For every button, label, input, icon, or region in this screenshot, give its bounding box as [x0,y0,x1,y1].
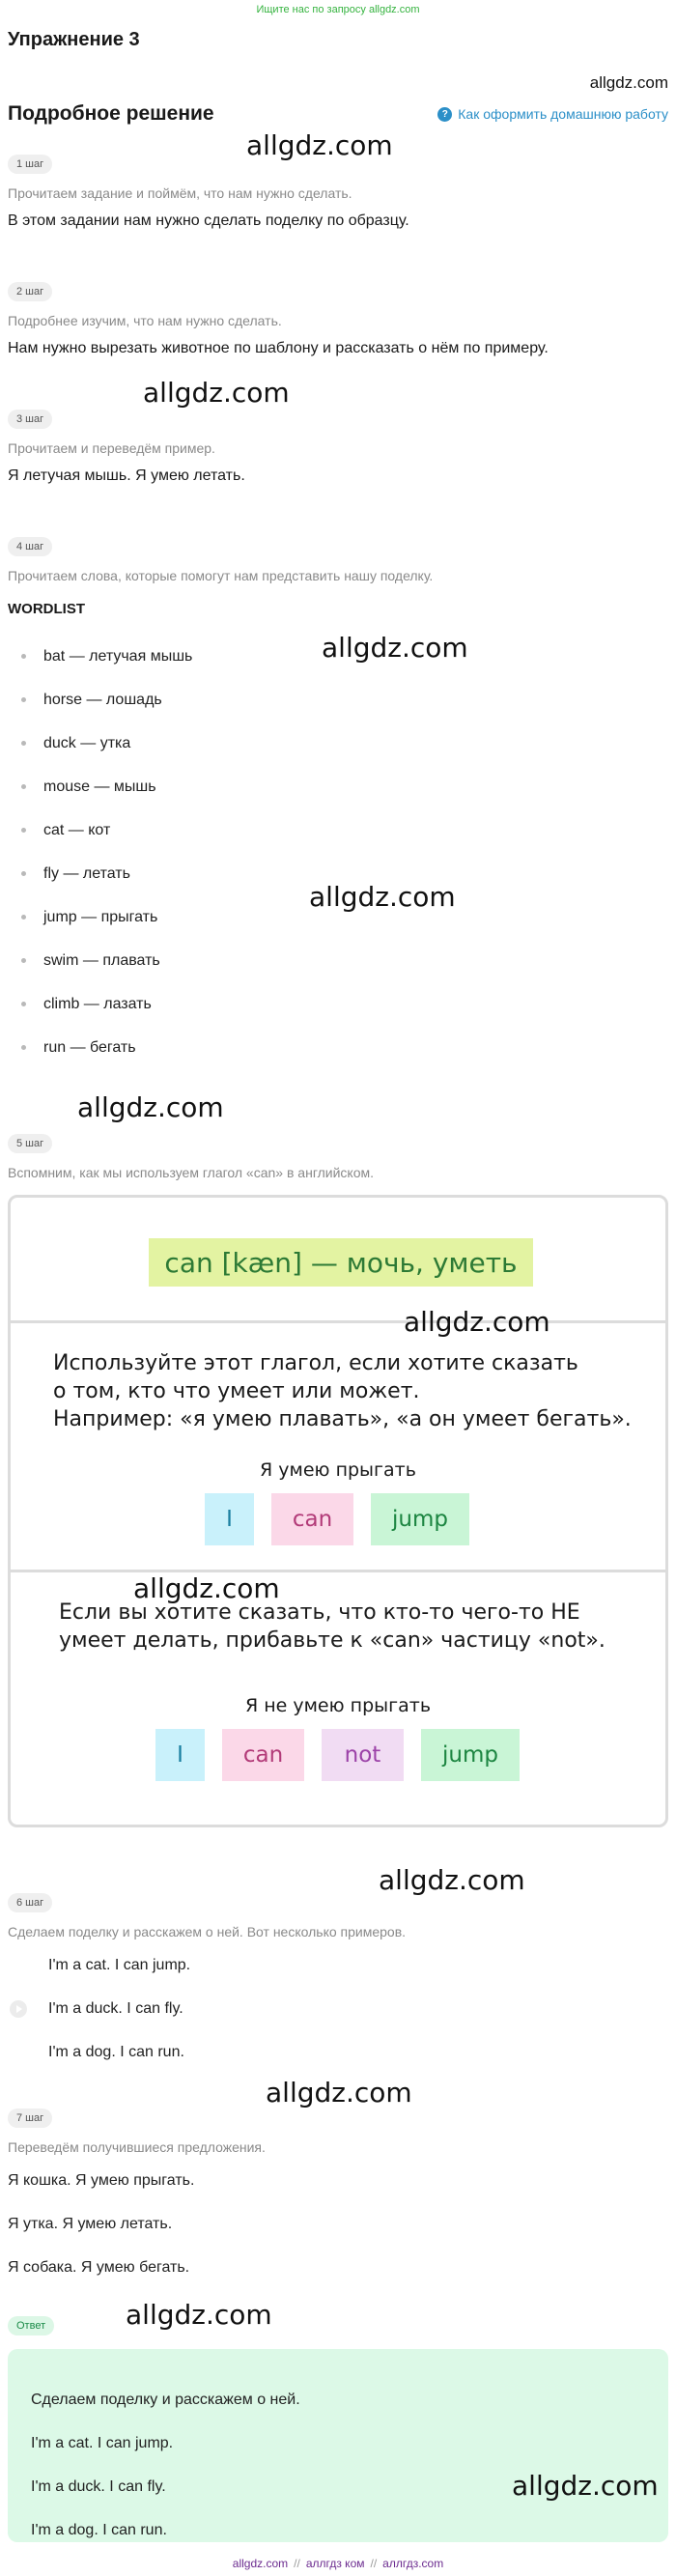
exercise-title: Упражнение 3 [8,29,140,50]
watermark: allgdz.com [404,1306,550,1338]
step-badge: 3 шаг [8,410,52,429]
howto-link[interactable] [437,106,668,122]
usage-text: Используйте этот глагол, если хотите сказать о том, кто что умеет или может. Например: «я умею плавать», «а он умеет бегать». [53,1351,632,1431]
step-hint: Вспомним, как мы используем глагол «can» в английском. [8,1165,375,1180]
bullet-icon [21,1002,26,1006]
step-3 [8,410,668,485]
example1-caption: Я умею прыгать [260,1459,416,1481]
answer-line: I'm a cat. I can jump. [31,2434,174,2451]
answer-line: I'm a dog. I can run. [31,2521,167,2538]
answer-box [8,2349,668,2542]
howto-link-label: Как оформить домашнюю работу [458,106,668,122]
step-badge: 4 шаг [8,537,52,556]
watermark: allgdz.com [133,1572,280,1604]
step-5 [8,1134,668,1180]
bullet-icon [21,871,26,876]
step-4 [8,537,668,1069]
list-item: Я собака. Я умею бегать. [8,2258,190,2276]
step-badge: 2 шаг [8,282,52,301]
step-1 [8,155,668,230]
list-item: I'm a duck. I can fly. [8,1987,668,2030]
step-text: Я летучая мышь. Я умею летать. [8,467,245,484]
bullet-icon [21,1045,26,1050]
bullet-icon [21,784,26,789]
step-badge: 6 шаг [8,1893,52,1912]
list-item: Я утка. Я умею летать. [8,2215,173,2232]
bullet-icon [21,654,26,659]
bullet-icon [21,958,26,963]
word-chip: jump [371,1493,469,1545]
can-rule-card [8,1195,668,1827]
divider [11,1570,665,1572]
question-icon: ? [437,107,452,122]
list-item: Я кошка. Я умею прыгать. [8,2171,195,2189]
watermark: allgdz.com [589,73,668,92]
watermark: allgdz.com [322,632,468,664]
watermark: allgdz.com [246,129,393,161]
list-item: duck — утка [8,722,668,765]
bullet-icon [21,741,26,746]
word-chip: can [222,1729,304,1781]
list-item: swim — плавать [8,939,668,982]
watermark: allgdz.com [77,1091,224,1123]
footer-link[interactable]: аллгдз.com [382,2557,444,2570]
list-item: fly — летать [8,852,668,895]
watermark: allgdz.com [309,881,456,913]
bullet-icon [21,697,26,702]
divider [11,1320,665,1323]
step-badge: 7 шаг [8,2109,52,2128]
list-item: I'm a dog. I can run. [48,2043,184,2060]
answer-intro: Сделаем поделку и расскажем о ней. [31,2391,300,2408]
answer-badge: Ответ [8,2316,54,2335]
watermark: allgdz.com [143,377,290,409]
list-item: mouse — мышь [8,765,668,808]
step-badge: 1 шаг [8,155,52,174]
play-icon[interactable] [10,2000,27,2018]
list-item: jump — прыгать [8,895,668,939]
word-chip: can [271,1493,353,1545]
step-hint: Переведём получившиеся предложения. [8,2139,266,2155]
solution-header [8,102,668,126]
bullet-icon [21,915,26,920]
footer-link[interactable]: allgdz.com [232,2557,289,2570]
step-hint: Сделаем поделку и расскажем о ней. Вот несколько примеров. [8,1924,407,1939]
footer [0,2557,676,2570]
word-chip: I [205,1493,254,1545]
step-text: Нам нужно вырезать животное по шаблону и рассказать о нём по примеру. [8,340,549,356]
word-chip: not [322,1729,404,1781]
list-item: run — бегать [8,1026,668,1069]
top-note: Ищите нас по запросу allgdz.com [256,4,420,15]
step-hint: Подробнее изучим, что нам нужно сделать. [8,313,282,328]
word-chip: jump [421,1729,520,1781]
solution-title: Подробное решение [8,102,214,125]
wordlist [8,635,668,1069]
answer-label-wrap [8,2316,668,2335]
watermark: allgdz.com [126,2299,272,2331]
step-6 [8,1893,668,2074]
step-hint: Прочитаем слова, которые помогут нам представить нашу поделку. [8,568,434,583]
step-2 [8,282,668,357]
step-hint: Прочитаем задание и поймём, что нам нужно сделать. [8,185,352,201]
step-badge: 5 шаг [8,1134,52,1153]
word-chip: I [155,1729,205,1781]
example2-caption: Я не умею прыгать [244,1695,432,1716]
watermark: allgdz.com [512,2470,659,2502]
list-item: horse — лошадь [8,678,668,722]
bullet-icon [21,828,26,833]
footer-link[interactable]: аллгдз ком [305,2557,365,2570]
can-heading: can [kæn] — мочь, уметь [149,1238,533,1287]
footer-separator: // [370,2557,378,2570]
step-7 [8,2109,668,2289]
list-item: I'm a cat. I can jump. [48,1956,191,1973]
step-text: В этом задании нам нужно сделать поделку по образцу. [8,212,409,229]
watermark: allgdz.com [379,1864,525,1896]
step-hint: Прочитаем и переведём пример. [8,440,215,456]
footer-separator: // [294,2557,300,2570]
answer-line: I'm a duck. I can fly. [31,2477,166,2495]
list-item: bat — летучая мышь [8,635,668,678]
wordlist-title: WORDLIST [8,601,85,617]
list-item: climb — лазать [8,982,668,1026]
list-item: cat — кот [8,808,668,852]
negative-text: Если вы хотите сказать, что кто-то чего-то НЕ умеет делать, прибавьте к «can» частицу «not». [59,1600,606,1653]
watermark: allgdz.com [266,2077,412,2109]
